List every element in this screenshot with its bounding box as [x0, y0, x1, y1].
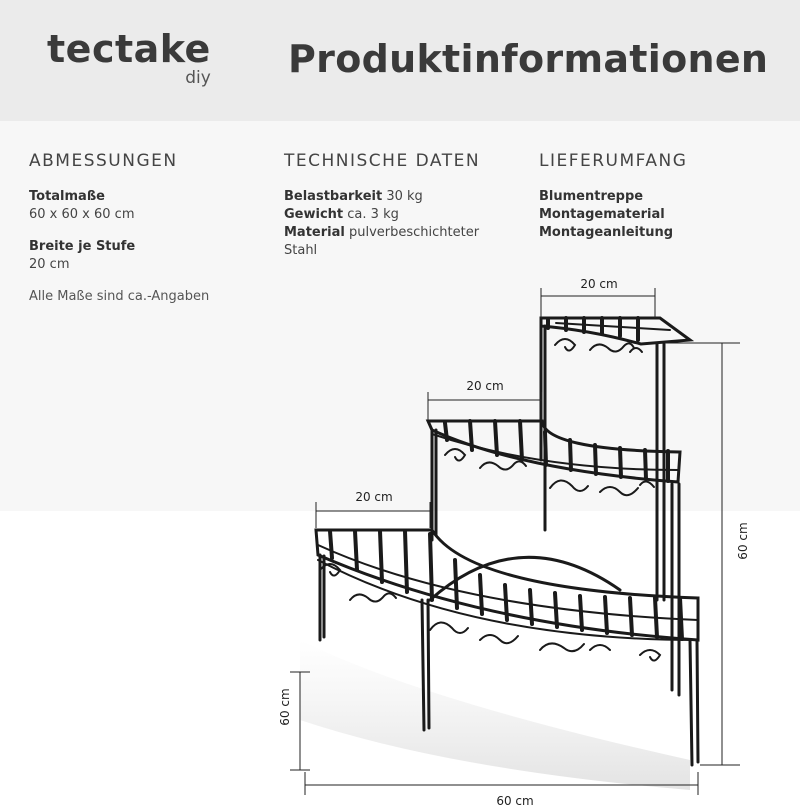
brand-sub: diy [185, 68, 211, 88]
depth-dimension: 60 cm [278, 688, 292, 726]
dimensions-heading: ABMESSUNGEN [29, 151, 178, 171]
total-value: 60 x 60 x 60 cm [29, 207, 135, 222]
top-step-dimension: 20 cm [580, 277, 618, 291]
top-step-dimension-line [541, 288, 655, 318]
material-value-2: Stahl [284, 243, 318, 258]
step-value: 20 cm [29, 257, 70, 272]
weight-label: Gewicht [284, 207, 344, 222]
height-dimension-line [665, 343, 740, 765]
scope-item: Montageanleitung [539, 225, 674, 240]
total-label: Totalmaße [29, 189, 106, 204]
weight-value: ca. 3 kg [347, 207, 399, 222]
height-dimension: 60 cm [736, 522, 750, 560]
dimensions-note: Alle Maße sind ca.-Angaben [29, 289, 210, 304]
bottom-step-dimension: 20 cm [355, 490, 393, 504]
floor-shadow [300, 640, 690, 790]
scope-item: Blumentreppe [539, 189, 644, 204]
load-label: Belastbarkeit [284, 189, 383, 204]
material-label: Material [284, 225, 345, 240]
scope-heading: LIEFERUMFANG [539, 151, 688, 171]
width-dimension: 60 cm [496, 794, 534, 808]
middle-step-dimension: 20 cm [466, 379, 504, 393]
load-value: 30 kg [386, 189, 423, 204]
brand-name: tectake [47, 27, 211, 71]
technical-heading: TECHNISCHE DATEN [284, 151, 481, 171]
page-title: Produktinformationen [288, 37, 769, 81]
material-value: pulverbeschichteter [348, 225, 480, 240]
scope-item: Montagematerial [539, 207, 665, 222]
middle-step-dimension-line [428, 392, 542, 420]
bottom-step-dimension-line [316, 502, 430, 528]
step-label: Breite je Stufe [29, 239, 136, 254]
